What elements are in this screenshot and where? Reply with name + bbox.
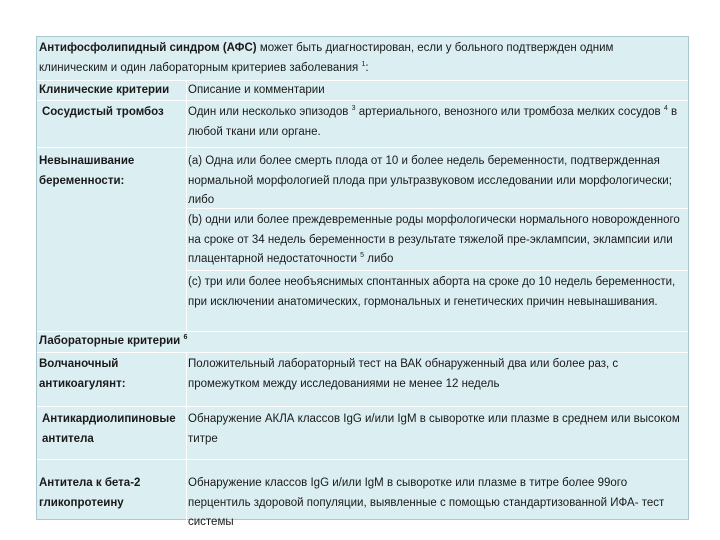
lab-criteria-header: Лабораторные критерии $^6$ [39, 334, 188, 347]
lupus-anticoagulant-row [37, 352, 688, 407]
miscarriage-row-b [37, 208, 688, 270]
header-row [37, 80, 688, 101]
intro-title: Антифосфолипидный синдром (АФС) [39, 42, 257, 54]
thrombosis-text: Один или несколько эпизодов $^3$ артериального, венозного или тромбоза мелких сосудов $^4$ в любой ткани или органе. [188, 105, 678, 138]
column-divider-lab [186, 352, 187, 521]
lab-criteria-row [37, 331, 688, 352]
miscarriage-criterion-c: (c) три или более необъяснимых спонтанных аборта на сроке до 10 недель беременности, при исключении анатомических, гормональных и генетических причин невынашивания. [188, 276, 676, 308]
header-description: Описание и комментарии [188, 84, 325, 96]
anticardiolipin-row [37, 406, 688, 460]
thrombosis-label: Сосудистый тромбоз [42, 106, 164, 118]
miscarriage-row-a [37, 147, 688, 209]
lupus-anticoagulant-text: Положительный лабораторный тест на ВАК обнаруженный два или более раз, с промежутком между исследованиями не менее 12 недель [188, 358, 619, 390]
anticardiolipin-label: Антикардиолипиновые антитела [42, 413, 176, 445]
miscarriage-criterion-a: (a) Одна или более смерть плода от 10 и более недель беременности, подтвержденная нормальной морфологией плода при ультразвуковом исследовании или морфологически; либо [188, 155, 672, 206]
criteria-table [36, 36, 689, 528]
beta2-glycoprotein-row [37, 459, 688, 528]
thrombosis-row [37, 100, 688, 148]
anticardiolipin-text: Обнаружение АКЛА классов IgG и/или IgM в сыворотке или плазме в среднем или высоком титре [188, 413, 680, 445]
column-divider [186, 80, 187, 331]
header-clinical-criteria: Клинические критерии [39, 84, 170, 96]
intro-text: Антифосфолипидный синдром (АФС) может быть диагностирован, если у больного подтвержден одним клиническим и один лабораторным критериев заболевания $^1$: [39, 42, 614, 74]
miscarriage-label: Невынашивание беременности: [39, 155, 135, 187]
beta2-glycoprotein-label: Антитела к бета-2 гликопротеину [39, 477, 141, 509]
miscarriage-criterion-b: (b) одни или более преждевременные роды морфологически нормального новорожденного на сроке от 34 недель беременности в результате тяжелой пре-эклампсии, эклампсии или плацентарной недостаточности $^5$ либо [188, 214, 680, 265]
lupus-anticoagulant-label: Волчаночный антикоагулянт: [39, 358, 126, 390]
beta2-glycoprotein-text: Обнаружение классов IgG и/или IgM в сыворотке или плазме в титре более 99ого перцентиль здоровой популяции, выявленные с помощью стандартизованной ИФА- тест системы [188, 477, 665, 528]
intro-row [37, 37, 688, 79]
miscarriage-row-c [37, 270, 688, 331]
